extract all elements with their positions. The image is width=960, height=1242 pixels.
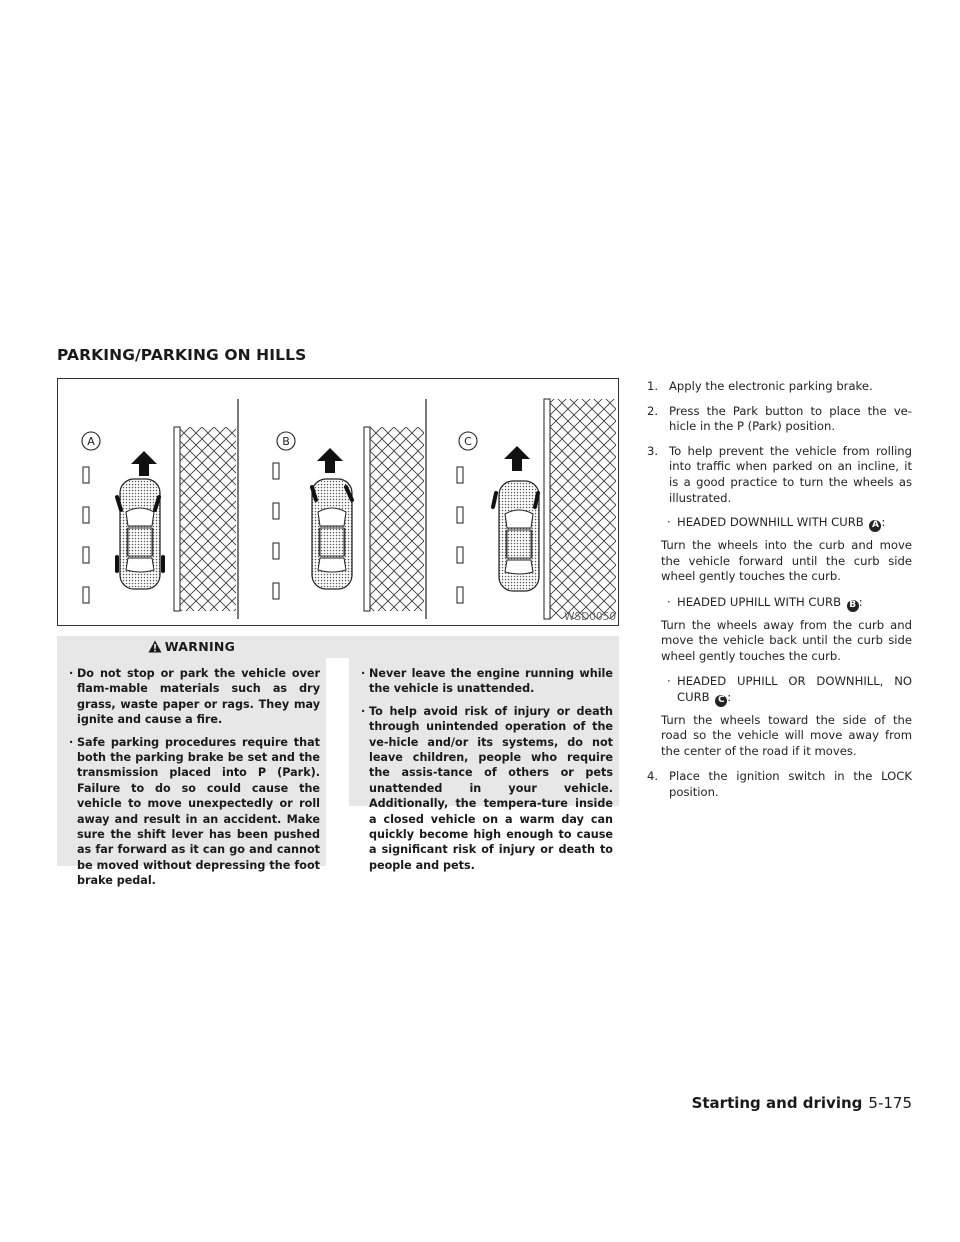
panel-a-label: A (87, 435, 95, 448)
section-title: PARKING/PARKING ON HILLS (57, 346, 307, 364)
marker-b-icon: B (847, 600, 859, 612)
figure-code: WSD0050 (564, 611, 616, 623)
warning-item: · Safe parking procedures require that both the parking brake be set and the transmission placed into P (Park). Failure to do so could cause the vehicle to move unexpectedly or roll away and result in an accident. Make sure the shift lever has been pushed as far forward as it can go and cannot be moved without depressing the foot brake pedal. (63, 735, 320, 889)
warning-right-column (349, 658, 619, 872)
panel-b (273, 399, 426, 619)
warning-header (57, 636, 619, 658)
step-1: 1. Apply the electronic parking brake. (647, 379, 873, 393)
page-number: 5-175 (868, 1094, 912, 1112)
instructions-column (647, 379, 912, 810)
case-a-heading: · HEADED DOWNHILL WITH CURB A : (667, 515, 886, 531)
step-3: 3. To help prevent the vehicle from rolling into traffic when parked on an incline, it is a good practice to turn the wheels as illustrated. (647, 443, 912, 505)
case-b-text: Turn the wheels away from the curb and move the vehicle back until the curb side wheel gently touches the curb. (661, 617, 912, 663)
panel-c (457, 399, 616, 619)
panel-b-label: B (282, 435, 290, 448)
panel-a (82, 399, 238, 619)
warning-box (57, 636, 619, 888)
warning-title-text: WARNING (164, 639, 236, 654)
step-2: 2. Press the Park button to place the ve-hicle in the P (Park) position. (647, 403, 912, 434)
up-arrow-icon (317, 448, 343, 473)
car-icon (312, 479, 352, 589)
marker-a-icon: A (869, 520, 881, 532)
case-a-text: Turn the wheels into the curb and move the vehicle forward until the curb side wheel gently touches the curb. (661, 537, 912, 584)
curb-crosshatch (550, 399, 616, 619)
up-arrow-icon (504, 446, 530, 471)
warning-item: · Do not stop or park the vehicle over flam-mable materials such as dry grass, waste paper or rags. They may ignite and cause a fire. (63, 666, 320, 728)
car-icon (499, 481, 539, 591)
case-b-heading: · HEADED UPHILL WITH CURB B : (667, 594, 863, 610)
case-c-text: Turn the wheels toward the side of the road so the vehicle will move away from the center of the road if it moves. (661, 712, 912, 758)
parking-illustration (57, 378, 619, 626)
chapter-name: Starting and driving (691, 1094, 863, 1112)
warning-item: · Never leave the engine running while the vehicle is unattended. (355, 666, 613, 697)
parking-diagram (58, 379, 618, 625)
car-icon (120, 479, 160, 589)
warning-item: · To help avoid risk of injury or death through unintended operation of the ve-hicle and/or its systems, do not leave children, people who require the assis-tance of others or pets unattended in your vehicle. Additionally, the tempera-ture inside a closed vehicle on a warm day can quickly become high enough to cause a significant risk of injury or death to people and pets. (355, 704, 613, 873)
warning-triangle-icon (148, 640, 162, 656)
curb-crosshatch (180, 427, 236, 611)
up-arrow-icon (131, 451, 157, 476)
marker-c-icon: C (715, 695, 727, 707)
warning-title (57, 639, 326, 656)
case-c-heading: · HEADED UPHILL OR DOWNHILL, NO CURB C : (667, 674, 912, 705)
curb-crosshatch (370, 427, 424, 611)
page-footer (0, 1094, 912, 1112)
panel-c-label: C (464, 435, 472, 448)
step-4: 4. Place the ignition switch in the LOCK position. (647, 769, 912, 800)
warning-left-column (57, 658, 326, 888)
